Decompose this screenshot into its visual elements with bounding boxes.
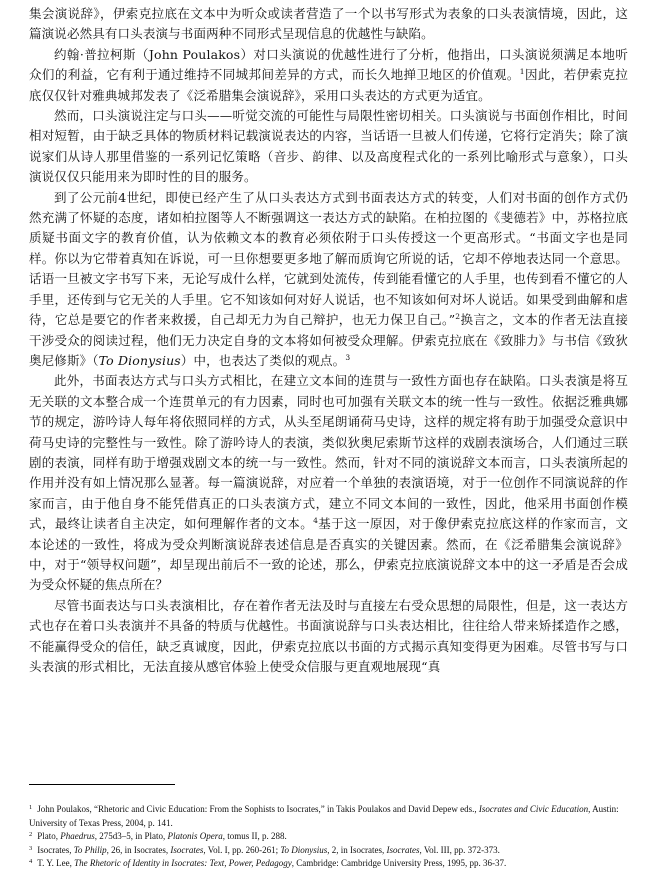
footnote-ref: 2 <box>455 312 461 322</box>
footnote-ref: 4 <box>313 516 319 526</box>
text-run: T. Y. Lee, <box>37 858 75 869</box>
paragraph <box>29 45 628 106</box>
text-run: , tomus II, p. 288. <box>222 831 287 842</box>
footnote-divider <box>29 784 175 785</box>
text-run: John Poulakos, “Rhetoric and Civic Education: From the Sophists to Isocrates,” in Takis Poulakos and David Depew eds., <box>37 804 479 814</box>
paragraph <box>29 188 628 372</box>
footnote-number: 1 <box>29 804 33 811</box>
text-run: , Austin: University of Texas Press, 2004, p. 141. <box>29 804 619 828</box>
text-run: , 26, in Isocrates, <box>106 844 171 855</box>
footnote-text <box>37 845 500 855</box>
text-run: Plato, <box>37 831 61 842</box>
text-run: 因此，若伊索克拉底仅仅针对雅典城邦发表了《泛希腊集会演说辞》，采用口头表达的方式更为适宜。 <box>29 67 629 103</box>
italic-text: To Philip <box>73 844 107 855</box>
italic-text: To Dionysius <box>98 352 181 368</box>
text-run: 然而，口头演说注定与口头——听觉交流的可能性与局限性密切相关。口头演说与书面创作相比，时间相对短暂，由于缺乏具体的物质材料记载演说表达的内容，当话语一旦被人们传递，它将行定消失；除了演说家们从诗人那里借鉴的一系列记忆策略（音步、韵律、以及高度程式化的一系列比喻形式与意象），口头演说仅仅只能用来为即时性的目的服务。 <box>29 108 628 185</box>
text-run: , Vol. I, pp. 260-261; <box>203 844 281 855</box>
italic-text: Isocrates and Civic Education <box>478 804 589 814</box>
footnote <box>29 857 628 871</box>
italic-text: To Dionysius <box>280 844 328 855</box>
text-run: , 2, in Isocrates, <box>327 844 387 855</box>
text-run: 基于这一原因，对于像伊索克拉底这样的作家而言，文本论述的一致性，将成为受众判断演说辞表述信息是否真实的关键因素。然而，在《泛希腊集会演说辞》中，对于“领导权问题”，却呈现出前后不一致的论述，那么，伊索克拉底演说辞文本中的这一矛盾是否会成为受众怀疑的焦点所在？ <box>29 516 628 593</box>
italic-text: The Rhetoric of Identity in Isocrates: Text, Power, Pedagogy <box>74 858 292 869</box>
text-run: Isocrates, <box>37 844 74 855</box>
paragraph <box>29 596 628 678</box>
text-run: 约翰·普拉柯斯（John Poulakos）对口头演说的优越性进行了分析，他指出，口头演说须满足本地听众们的利益，它有利于通过维持不同城邦间差异的方式，而长久地掸卫地区的价值观。 <box>29 46 628 83</box>
footnote-ref: 1 <box>519 67 525 77</box>
text-run: ）中，也表达了类似的观点。 <box>180 352 346 368</box>
paragraph <box>29 371 628 595</box>
footnote <box>29 803 628 830</box>
footnote-number: 2 <box>29 831 33 839</box>
paragraph <box>29 106 628 188</box>
italic-text: Isocrates <box>170 844 204 855</box>
italic-text: Isocrates <box>386 844 420 855</box>
italic-text: Platonis Opera <box>167 831 223 842</box>
italic-text: Phaedrus <box>60 831 95 842</box>
text-run: 此外，书面表达方式与口头方式相比，在建立文本间的连贯与一致性方面也存在缺陷。口头表演是将互无关联的文本整合成一个连贯单元的有力因素，同时也可加强有关联文本的统一性与一致性。依据泛雅典娜节的规定，游吟诗人每年将依照同样的方式，从头至尾朗诵荷马史诗，这样的规定将有助于加强受众意识中荷马史诗的完整性与一致性。除了游吟诗人的表演，类似狄奥尼索斯节这样的戏剧表演场合，人们通过三联剧的表演，同样有助于增强戏剧文本的统一与一致性。然而，针对不同的演说辞文本而言，口头表演所起的作用并没有如上情况那么显著。每一篇演说辞，对应着一个单独的表演语境，对于一位创作不同演说辞的作家而言，由于他自身不能凭借真正的口头表演方式，建立不同文本间的一致性，因此，他采用书面创作模式，最终让读者自主决定，如何理解作者的文本。 <box>29 373 628 532</box>
footnote-text <box>37 831 287 841</box>
text-run: 集会演说辞》，伊索克拉底在文本中为听众或读者营造了一个以书写形式为表象的口头表演情境，因此，这篇演说必然具有口头表演与书面两种不同形式呈现信息的优越性与缺陷。 <box>29 6 628 42</box>
footnote-number: 4 <box>29 858 33 866</box>
text-run: 换言之，文本的作者无法直接干涉受众的阅读过程，他们无力决定自身的文本将如何被受众理解。伊索克拉底在《致腓力》与书信《致狄奥尼修斯》（ <box>29 312 628 368</box>
body-text <box>29 4 628 677</box>
footnote <box>29 830 628 844</box>
text-run: 到了公元前4世纪，即使已经产生了从口头表达方式到书面表达方式的转变，人们对书面的创作方式仍然充满了怀疑的态度，诸如柏拉图等人不断强调这一表达方式的缺陷。在柏拉图的《斐德若》中，苏格拉底质疑书面文字的教育价值，认为依赖文本的教育必须依附于口头传授这一个更高形式。“书面文字也是同样。你以为它带着真知在诉说，可一旦你想要更多地了解而质询它所说的话，它却不停地表达同一个意思。话语一旦被文字书写下来，无论写成什么样，它就到处流传，传到能看懂它的人手里，也传到看不懂它的人手里，还传到与它无关的人手里。它不知该如何对好人说话，也不知该如何对坏人说话。如果受到曲解和虐待，它总是要它的作者来救援，自己却无力为自己辩护，也无力保卫自己。” <box>29 189 628 328</box>
footnote-ref: 3 <box>345 352 351 362</box>
footnote-number: 3 <box>29 844 33 852</box>
text-run: , Cambridge: Cambridge University Press, 1995, pp. 36-37. <box>291 858 507 869</box>
paragraph <box>29 4 628 45</box>
text-run: , Vol. III, pp. 372-373. <box>419 844 500 855</box>
text-run: 尽管书面表达与口头表演相比，存在着作者无法及时与直接左右受众思想的局限性，但是，这一表达方式也存在着口头表演并不具备的特质与优越性。书面演说辞与口头表达相比，往往给人带来矫揉造作之感，不能赢得受众的信任，缺乏真诚度，因此，伊索克拉底以书面的方式揭示真知变得更为困难。尽管书写与口头表演的形式相比，无法直接从感官体验上使受众信服与更直观地展现“真 <box>29 597 628 674</box>
footnotes <box>29 803 628 871</box>
text-run: , 275d3–5, in Plato, <box>94 831 168 842</box>
footnote <box>29 844 628 858</box>
footnote-text <box>37 858 506 868</box>
footnote-text <box>29 804 619 828</box>
